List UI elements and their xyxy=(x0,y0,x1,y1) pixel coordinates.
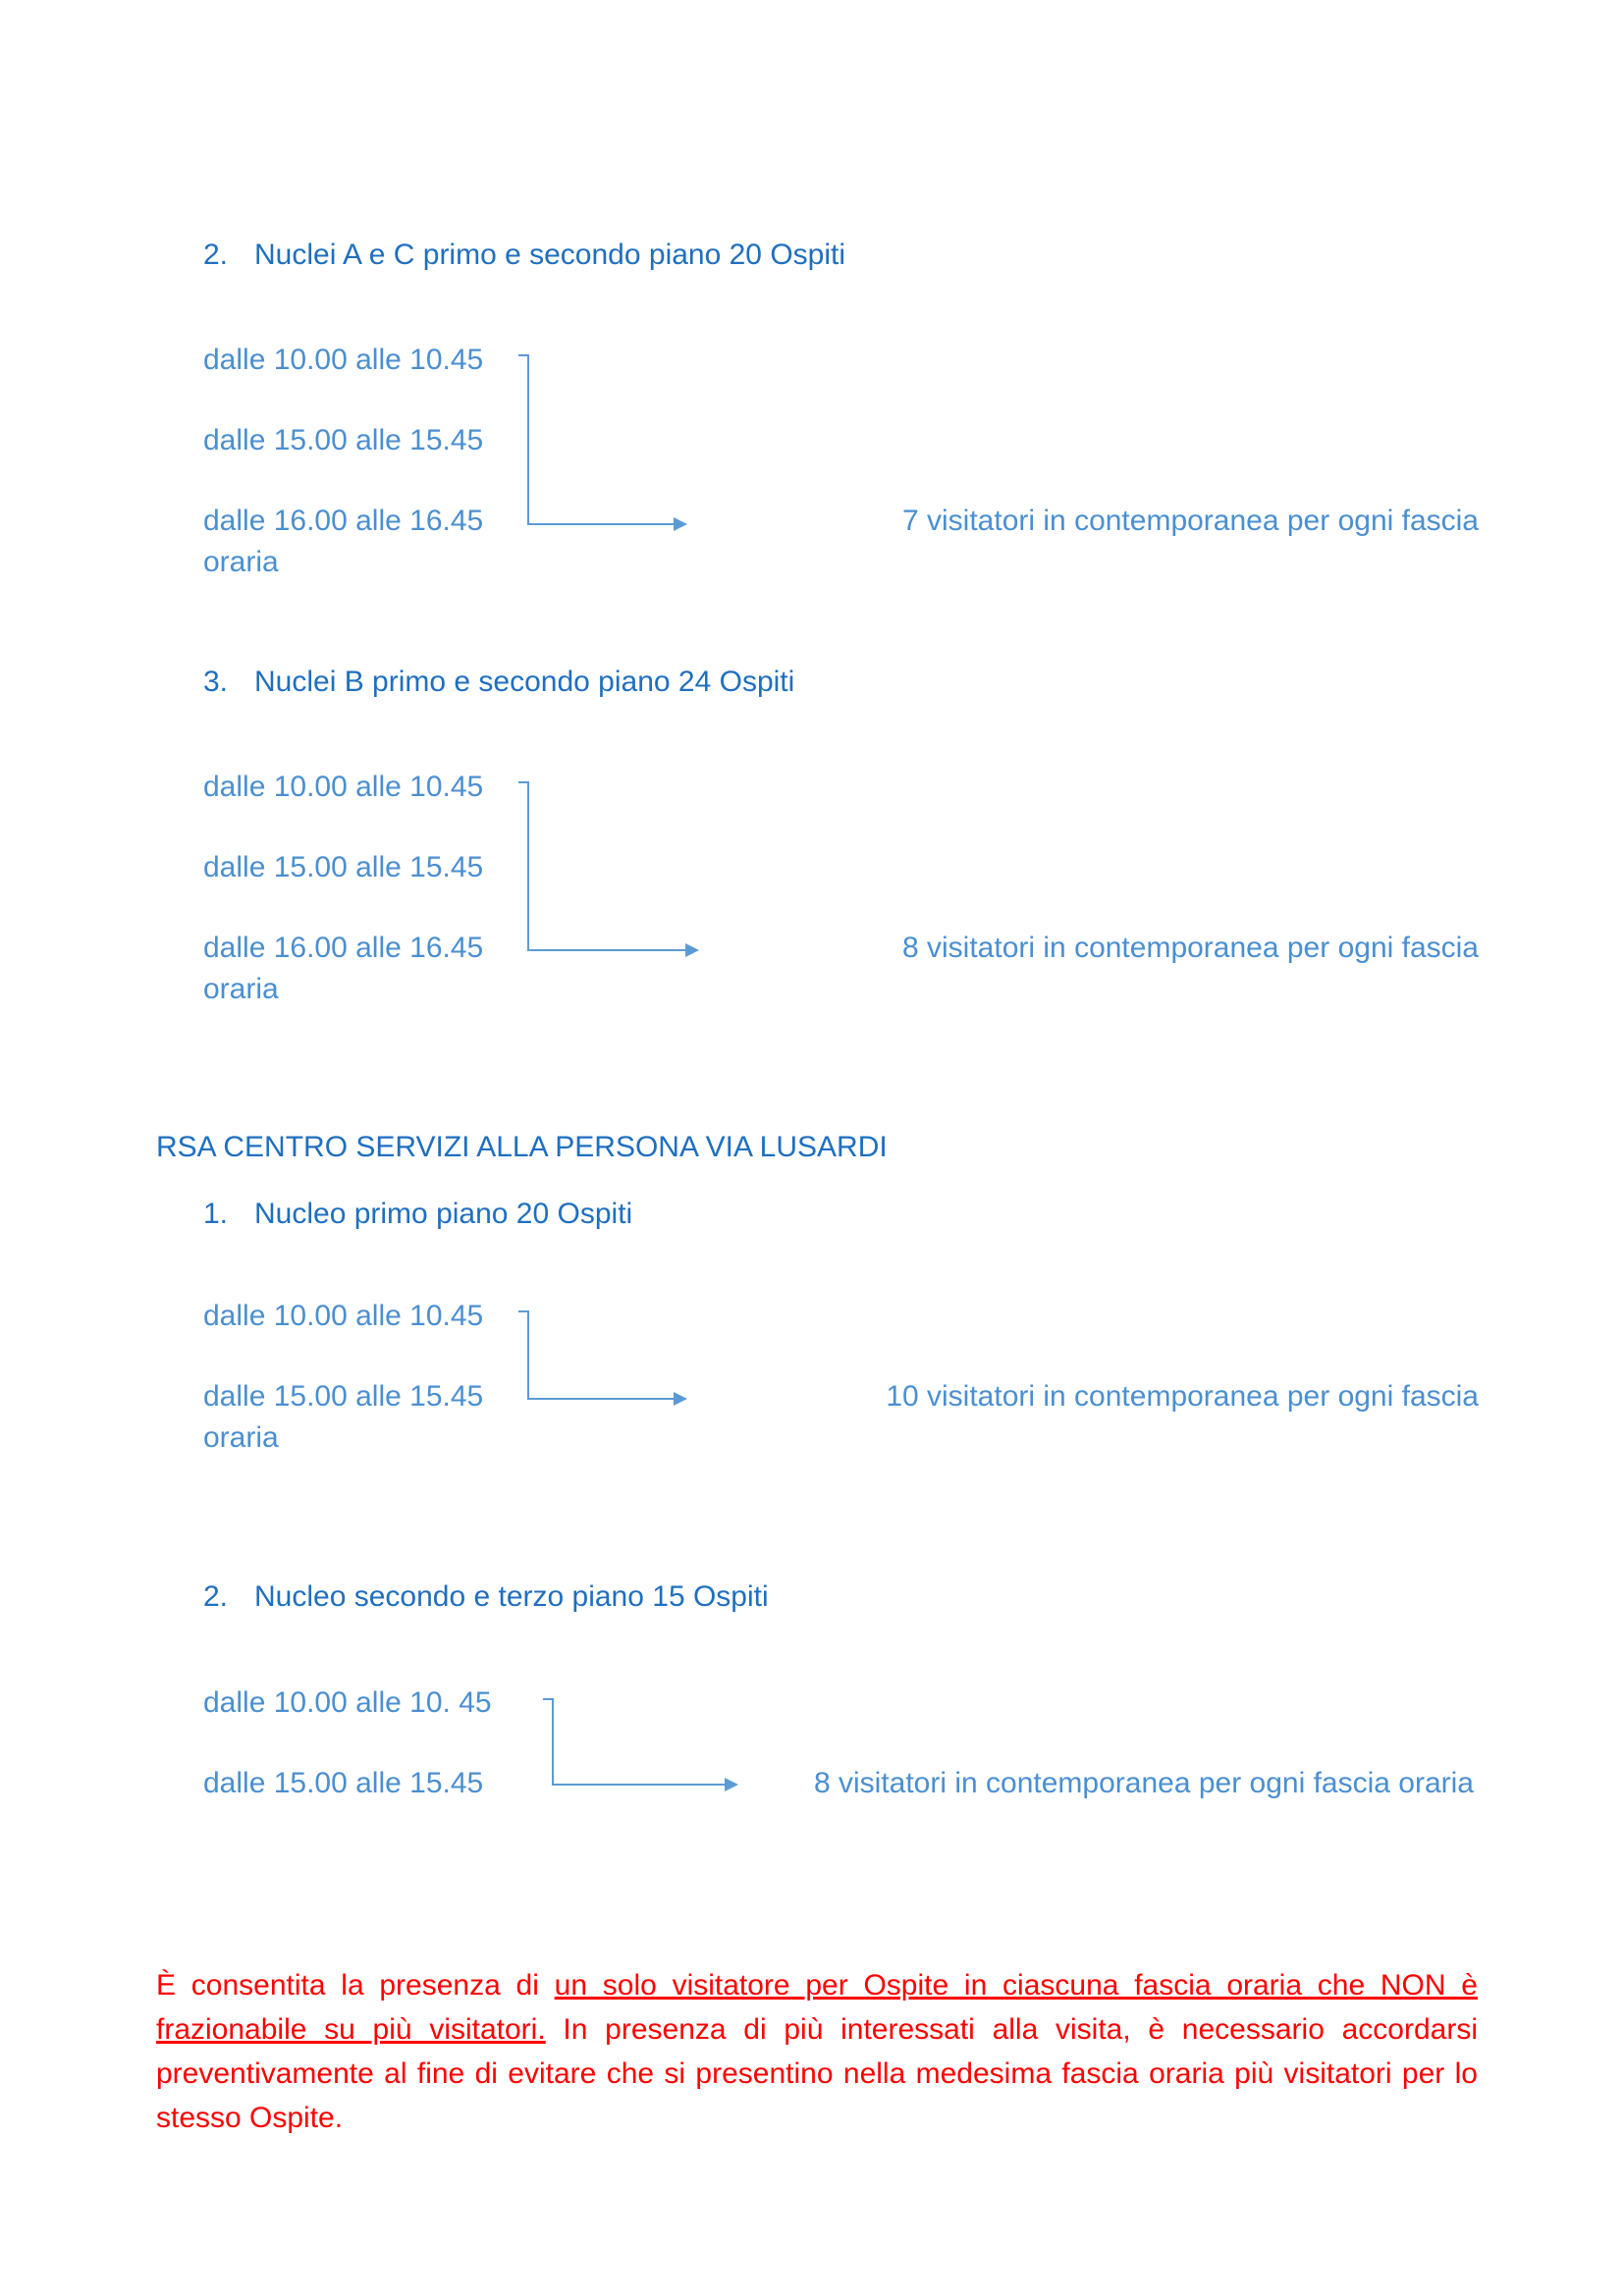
heading-text: Nuclei A e C primo e secondo piano 20 Ospiti xyxy=(254,239,846,271)
note-part-2: In presenza di più interessati alla visita, è necessario accordarsi preventivamente al fine di evitare che si presentino nella medesima fascia oraria più visitatori per lo stesso Ospite. xyxy=(156,2013,1478,2134)
visitor-limit: 10 visitatori in contemporanea per ogni fascia xyxy=(886,1380,1479,1413)
time-slot: dalle 10.00 alle 10.45 xyxy=(203,771,484,803)
visitor-limit: 7 visitatori in contemporanea per ogni fascia xyxy=(902,505,1479,537)
rsa-section-title: RSA CENTRO SERVIZI ALLA PERSONA VIA LUSARDI xyxy=(156,1131,888,1163)
time-slot: dalle 15.00 alle 15.45 xyxy=(203,1767,484,1799)
time-slot: dalle 10.00 alle 10.45 xyxy=(203,344,484,376)
connector-line xyxy=(518,1311,676,1399)
time-slot: dalle 10.00 alle 10. 45 xyxy=(203,1686,492,1719)
arrow-head-icon xyxy=(725,1778,738,1791)
heading-number: 3. xyxy=(203,666,229,698)
heading-text: Nucleo primo piano 20 Ospiti xyxy=(254,1198,633,1230)
time-slot: dalle 15.00 alle 15.45 xyxy=(203,424,484,456)
visitor-limit-continuation: oraria xyxy=(203,546,279,578)
visitor-limit-continuation: oraria xyxy=(203,973,279,1005)
time-slot: dalle 10.00 alle 10.45 xyxy=(203,1300,484,1332)
visitor-limit-continuation: oraria xyxy=(203,1421,279,1454)
connector-line xyxy=(518,782,687,950)
arrow-head-icon xyxy=(685,943,699,957)
time-slot: dalle 16.00 alle 16.45 xyxy=(203,505,484,537)
note-underlined: un solo visitatore per Ospite in ciascuna fascia oraria che NON è frazionabile su più visitatori. xyxy=(156,1969,1478,2046)
time-slot: dalle 16.00 alle 16.45 xyxy=(203,932,484,964)
note-part-1: È consentita la presenza di xyxy=(156,1969,555,2002)
arrow-head-icon xyxy=(674,517,687,531)
time-slot: dalle 15.00 alle 15.45 xyxy=(203,1380,484,1413)
visitor-limit: 8 visitatori in contemporanea per ogni fascia oraria xyxy=(813,1767,1474,1799)
heading-text: Nuclei B primo e secondo piano 24 Ospiti xyxy=(254,666,795,698)
time-slot: dalle 15.00 alle 15.45 xyxy=(203,851,484,883)
visitor-rule-note xyxy=(156,1963,1478,2140)
visitor-limit: 8 visitatori in contemporanea per ogni fascia xyxy=(902,932,1479,964)
heading-text: Nucleo secondo e terzo piano 15 Ospiti xyxy=(254,1580,769,1613)
arrow-head-icon xyxy=(674,1392,687,1406)
heading-number: 2. xyxy=(203,1580,229,1613)
connector-line xyxy=(543,1699,727,1785)
heading-number: 1. xyxy=(203,1198,229,1230)
connector-line xyxy=(518,355,676,524)
heading-number: 2. xyxy=(203,239,229,271)
